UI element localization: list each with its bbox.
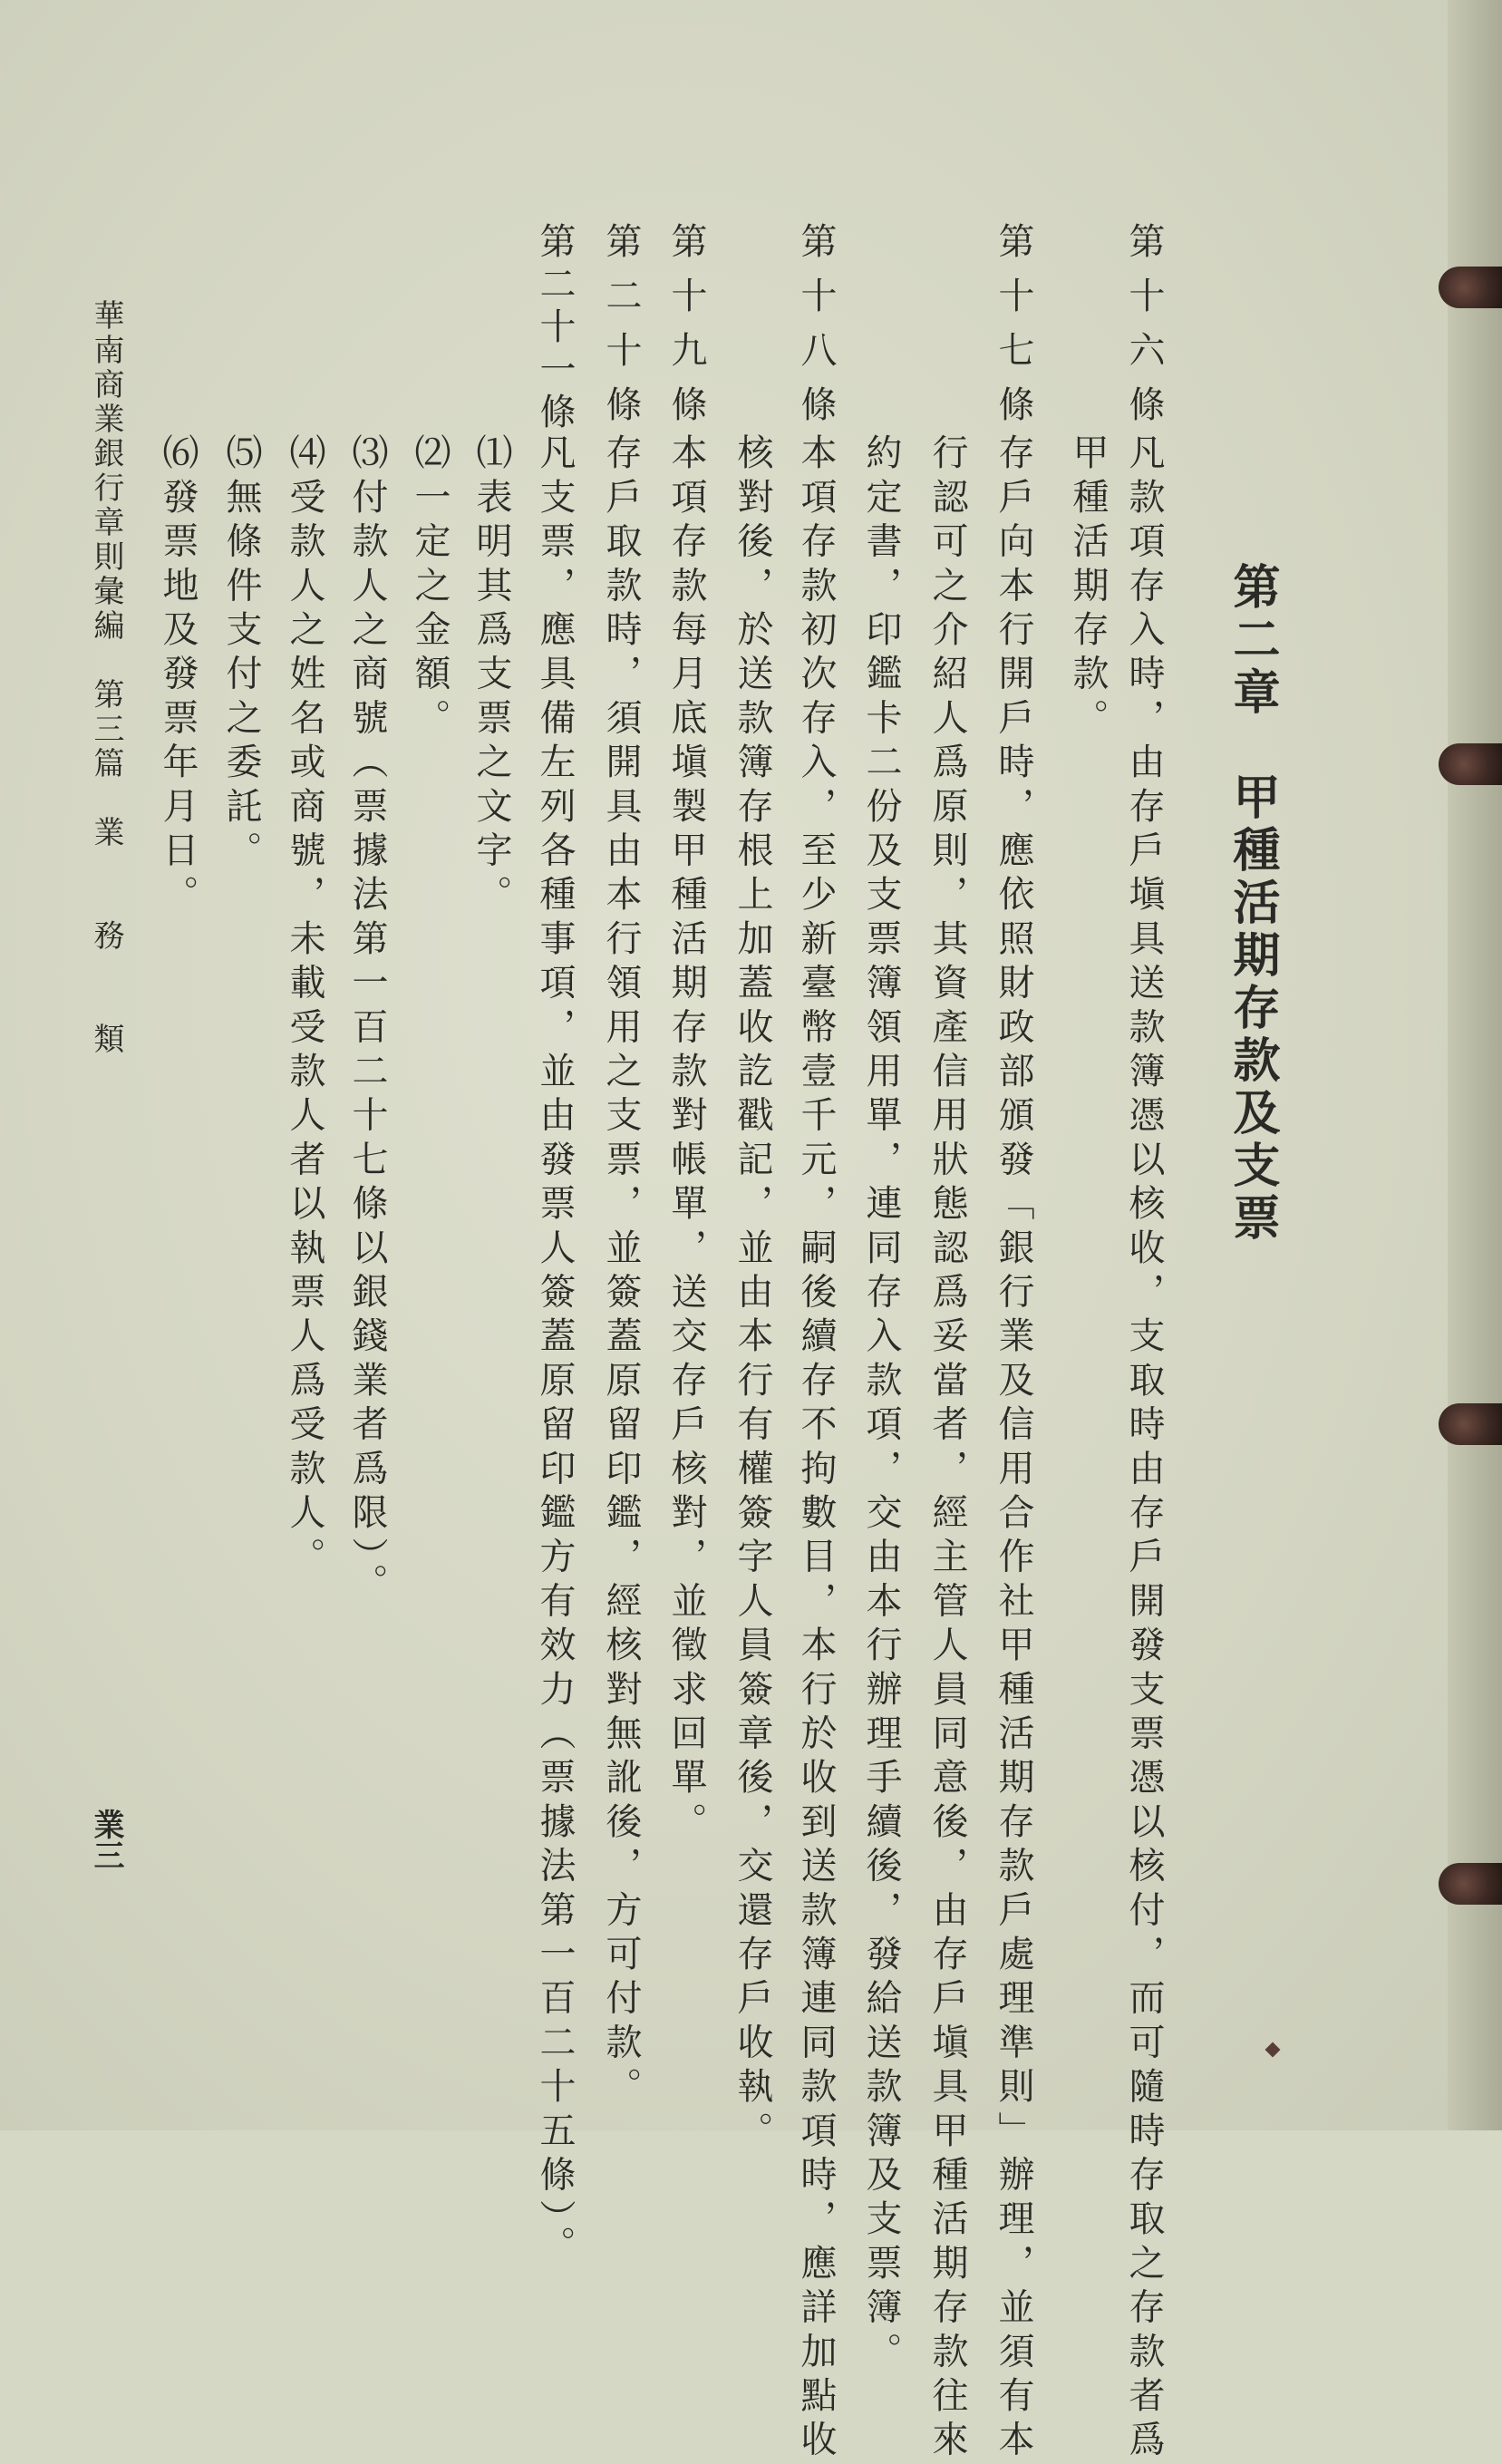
article-line: 本項存款初次存入，至少新臺幣壹千元，嗣後續存不拘數目，本行於收到送款簿連同款項時，應詳加點收 <box>795 433 837 2464</box>
article-line: 核對後，於送款簿存根上加蓋收訖戳記，並由本行有權簽字人員簽章後，交還存戶收執。 <box>732 433 773 2156</box>
article-line: 行認可之介紹人爲原則，其資產信用狀態認爲妥當者，經主管人員同意後，由存戶塡具甲種活期存款往來 <box>926 433 968 2464</box>
list-item: ⑷受款人之姓名或商號，未載受款人者以執票人爲受款人。 <box>284 433 325 1582</box>
article-label: 第十六條 <box>1123 222 1165 440</box>
article-label: 第十七條 <box>993 222 1034 440</box>
article-line: 甲種活期存款。 <box>1067 433 1109 742</box>
binding-ring <box>1439 1863 1502 1905</box>
list-item: ⑴表明其爲支票之文字。 <box>470 433 512 919</box>
binding-edge <box>1448 0 1502 2130</box>
binding-ring <box>1439 1403 1502 1445</box>
article-label: 第十八條 <box>795 222 837 440</box>
article-line: 存戶取款時，須開具由本行領用之支票，並簽蓋原留印鑑，經核對無訛後，方可付款。 <box>600 433 642 2111</box>
article-label: 第二十一條 <box>534 222 576 435</box>
article-label: 第十九條 <box>665 222 707 440</box>
list-item: ⑶付款人之商號（票據法第一百二十七條以銀錢業者爲限）。 <box>346 433 388 1607</box>
binding-ring <box>1439 743 1502 785</box>
article-line: 約定書，印鑑卡二份及支票簿領用單，連同存入款項，交由本行辦理手續後，發給送款簿及支票簿。 <box>860 433 902 2376</box>
article-line: 凡支票，應具備左列各種事項，並由發票人簽蓋原留印鑑方有效力（票據法第一百二十五條）。 <box>534 433 576 2270</box>
list-item: ⑵一定之金額。 <box>409 433 451 742</box>
list-item: ⑹發票地及發票年月日。 <box>157 433 199 919</box>
ink-mark <box>1265 2042 1281 2058</box>
footer-running-title: 華南商業銀行章則彙編 第三篇 業 務 類 <box>88 299 124 1057</box>
article-label: 第二十條 <box>600 222 642 440</box>
binding-ring <box>1439 267 1502 308</box>
article-line: 凡款項存入時，由存戶塡具送款簿憑以核收，支取時由存戶開發支票憑以核付，而可隨時存取之存款者爲 <box>1123 433 1165 2464</box>
chapter-title: 第二章 甲種活期存款及支票 <box>1225 562 1280 1246</box>
article-line: 本項存款每月底塡製甲種活期存款對帳單，送交存戶核對，並徵求回單。 <box>665 433 707 1847</box>
list-item: ⑸無條件支付之委託。 <box>220 433 262 875</box>
page-number: 業三 <box>88 1809 124 1870</box>
article-line: 存戶向本行開戶時，應依照財政部頒發「銀行業及信用合作社甲種活期存款戶處理準則」辦理，並須有本 <box>993 433 1034 2464</box>
